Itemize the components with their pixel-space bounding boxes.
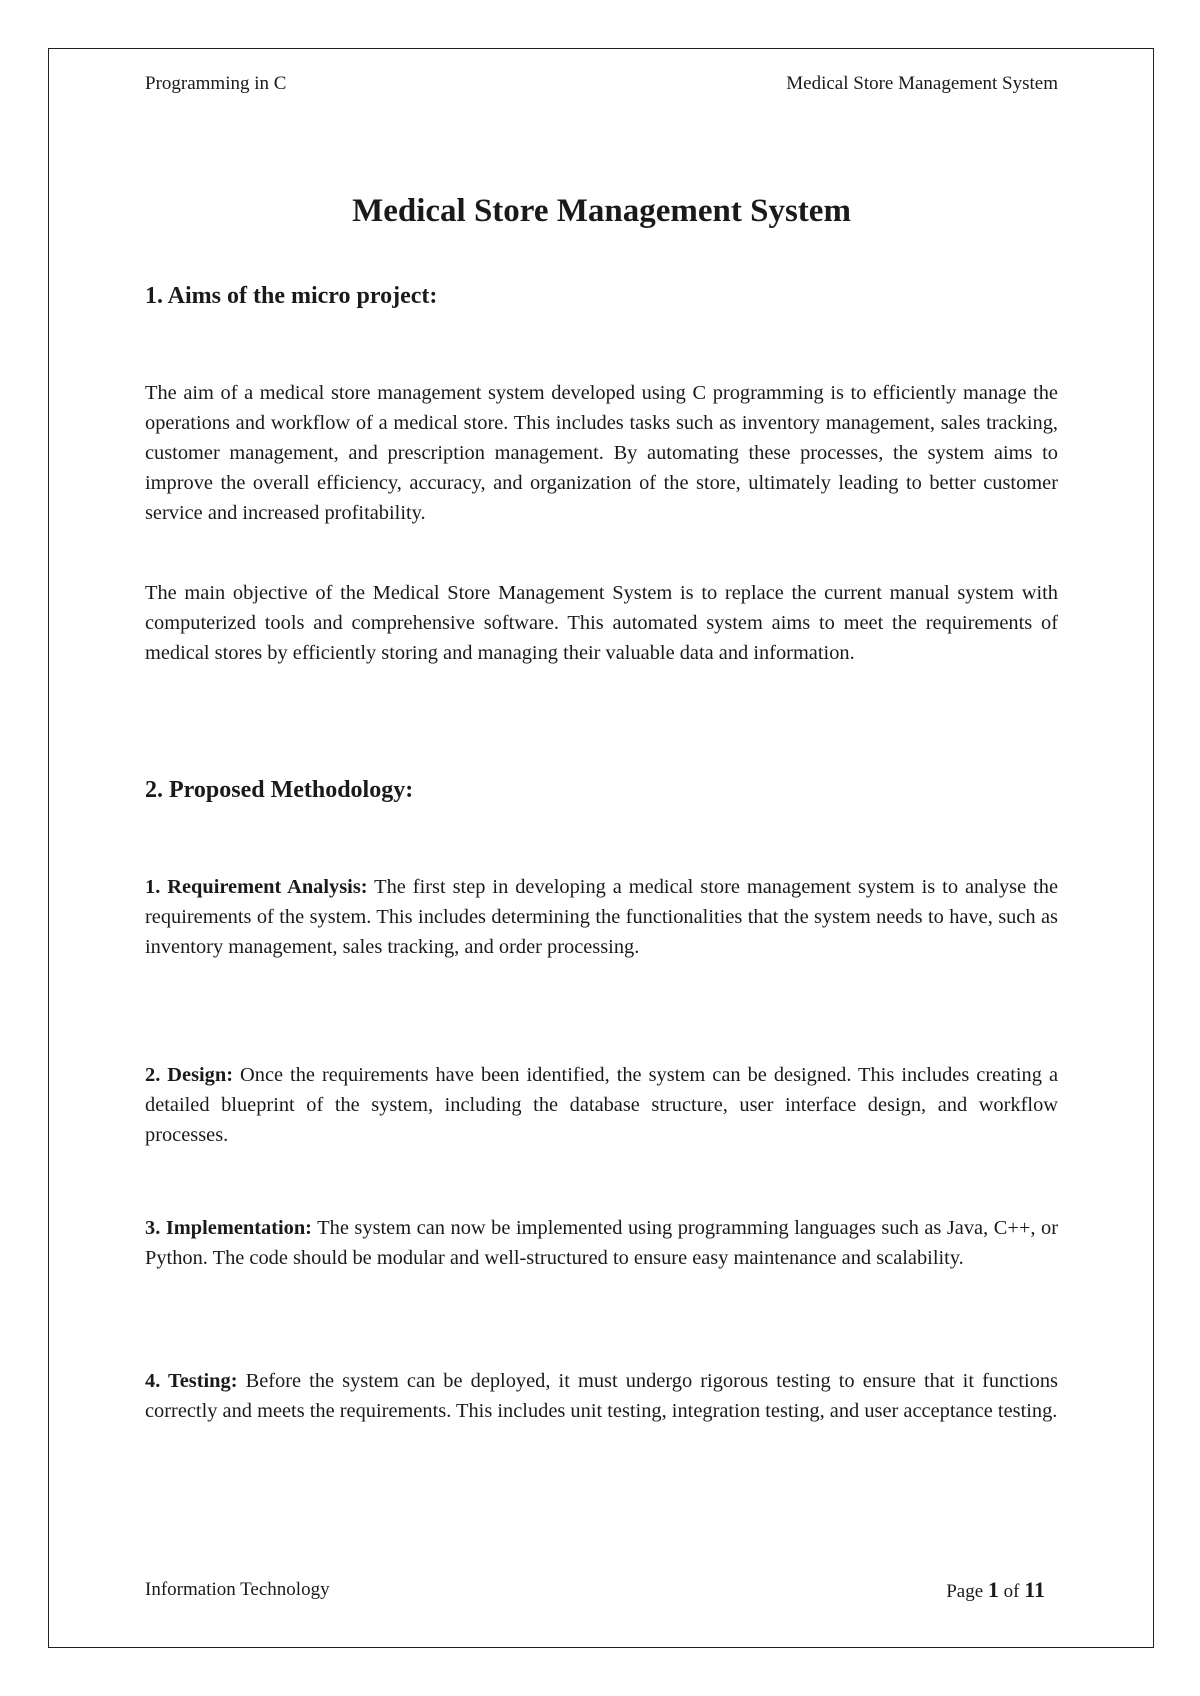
- method-step-3-label: 3. Implementation:: [145, 1217, 312, 1239]
- document-title: Medical Store Management System: [352, 193, 851, 229]
- page-header: [145, 72, 1058, 96]
- page-number: [946, 1578, 1045, 1604]
- section-heading-methodology: 2. Proposed Methodology:: [145, 777, 414, 803]
- header-right: Medical Store Management System: [786, 73, 1058, 94]
- page-current: 1: [987, 1577, 999, 1602]
- aims-paragraph-1: The aim of a medical store management system developed using C programming is to efficiently manage the operations and workflow of a medical store. This includes tasks such as inventory management, sales tracking, customer management, and prescription management. By automating these processes, the system aims to improve the overall efficiency, accuracy, and organization of the store, ultimately leading to better customer service and increased profitability.: [145, 382, 1058, 524]
- page-of: of: [998, 1581, 1025, 1602]
- method-step-3-text: The system can now be implemented using programming languages such as Java, C++, or Python. The code should be modular and well-structured to ensure easy maintenance and scalability.: [145, 1217, 1058, 1269]
- page-footer: [145, 1578, 1045, 1604]
- aims-paragraph-2: The main objective of the Medical Store Management System is to replace the current manual system with computerized tools and comprehensive software. This automated system aims to meet the requirements of medical stores by efficiently storing and managing their valuable data and information.: [145, 582, 1058, 664]
- header-left: Programming in C: [145, 73, 287, 94]
- method-step-2-label: 2. Design:: [145, 1064, 234, 1086]
- section-heading-aims: 1. Aims of the micro project:: [145, 283, 438, 309]
- page-total: 11: [1024, 1577, 1045, 1602]
- method-step-4-label: 4. Testing:: [145, 1370, 238, 1392]
- method-step-1-text: The first step in developing a medical store management system is to analyse the requirements of the system. This includes determining the functionalities that the system needs to have, such as inventory management, sales tracking, and order processing.: [145, 876, 1058, 958]
- method-step-4-text: Before the system can be deployed, it must undergo rigorous testing to ensure that it functions correctly and meets the requirements. This includes unit testing, integration testing, and user acceptance testing.: [145, 1370, 1058, 1422]
- method-step-2-text: Once the requirements have been identified, the system can be designed. This includes creating a detailed blueprint of the system, including the database structure, user interface design, and workflow processes.: [145, 1064, 1059, 1146]
- page-prefix: Page: [946, 1581, 988, 1602]
- method-step-3: [145, 1213, 1058, 1273]
- method-step-2: [145, 1060, 1058, 1150]
- method-step-1-label: 1. Requirement Analysis:: [145, 876, 368, 898]
- method-step-1: [145, 872, 1058, 962]
- footer-left: Information Technology: [145, 1579, 330, 1600]
- method-step-4: [145, 1366, 1058, 1426]
